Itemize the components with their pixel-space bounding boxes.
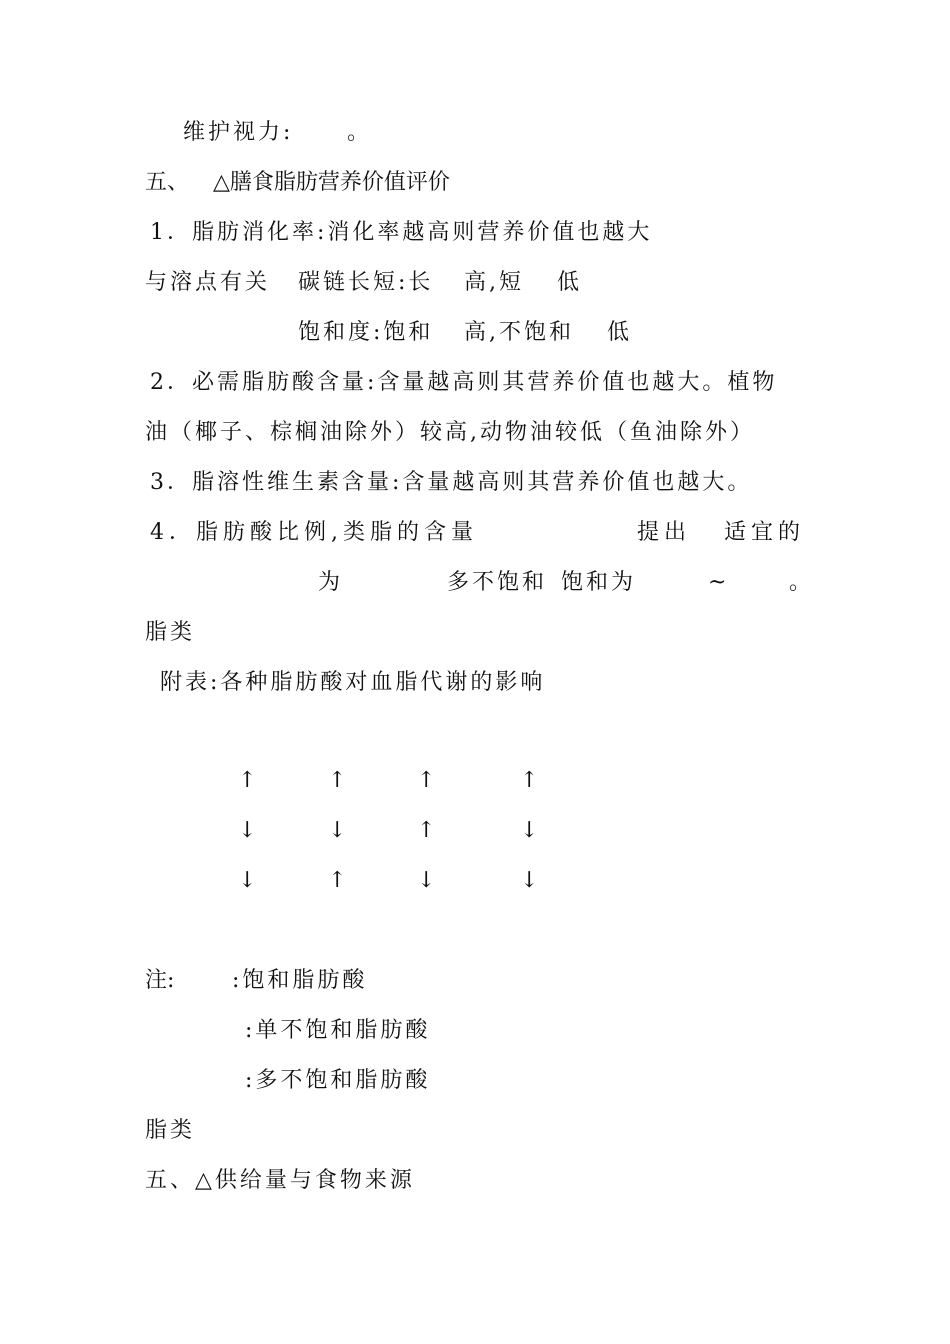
table-cell: ↓ [417,868,436,893]
lipids-label: 脂类 [145,620,196,645]
ratio-is: 为 [318,570,341,595]
melting-point-label: 与溶点有关 [145,270,271,295]
ratio-tilde: ~ [708,570,727,595]
table-cell: ↑ [417,768,436,793]
note-monounsaturated: :单不饱和脂肪酸 [245,1018,431,1043]
item-1: 1．脂肪消化率:消化率越高则营养价值也越大 [150,220,653,245]
section-number: 五、 [145,170,190,195]
ratio-pufa: 多不饱和 [447,570,548,595]
saturation-value-a: 高,不饱和 [464,320,574,345]
ratio-sfa: 饱和为 [561,570,637,595]
saturation-value-b: 低 [607,320,630,345]
chain-length-value-b: 低 [557,270,580,295]
table-cell: ↑ [328,768,347,793]
item-4-suitable: 适宜的 [724,520,806,545]
chain-length-value-a: 高,短 [464,270,524,295]
vision-line-end: 。 [347,120,370,145]
table-cell: ↓ [238,868,257,893]
table-caption: 附表:各种脂肪酸对血脂代谢的影响 [160,670,546,695]
table-cell: ↓ [520,868,539,893]
table-cell: ↑ [238,768,257,793]
supply-heading: 五、△供给量与食物来源 [145,1168,415,1193]
item-4: 4．脂肪酸比例,类脂的含量 [150,520,478,545]
item-4-propose: 提出 [637,520,692,545]
section-heading: △膳食脂肪营养价值评价 [213,170,450,195]
item-3: 3．脂溶性维生素含量:含量越高则其营养价值也越大。 [150,470,753,495]
table-cell: ↑ [520,768,539,793]
table-cell: ↑ [417,818,436,843]
saturation-label: 饱和度:饱和 [298,320,434,345]
table-cell: ↓ [238,818,257,843]
note-polyunsaturated: :多不饱和脂肪酸 [245,1068,431,1093]
table-cell: ↑ [328,868,347,893]
item-2-cont: 油（椰子、棕榈油除外）较高,动物油较低（鱼油除外） [145,420,755,445]
chain-length-label: 碳链长短:长 [298,270,434,295]
note-label: 注: [145,968,175,993]
item-2: 2．必需脂肪酸含量:含量越高则其营养价值也越大。植物 [150,370,778,395]
note-saturated: :饱和脂肪酸 [232,968,368,993]
table-cell: ↓ [328,818,347,843]
lipids-label-2: 脂类 [145,1118,196,1143]
table-cell: ↓ [520,818,539,843]
vision-line: 维护视力: [183,120,294,145]
ratio-end: 。 [789,570,812,595]
